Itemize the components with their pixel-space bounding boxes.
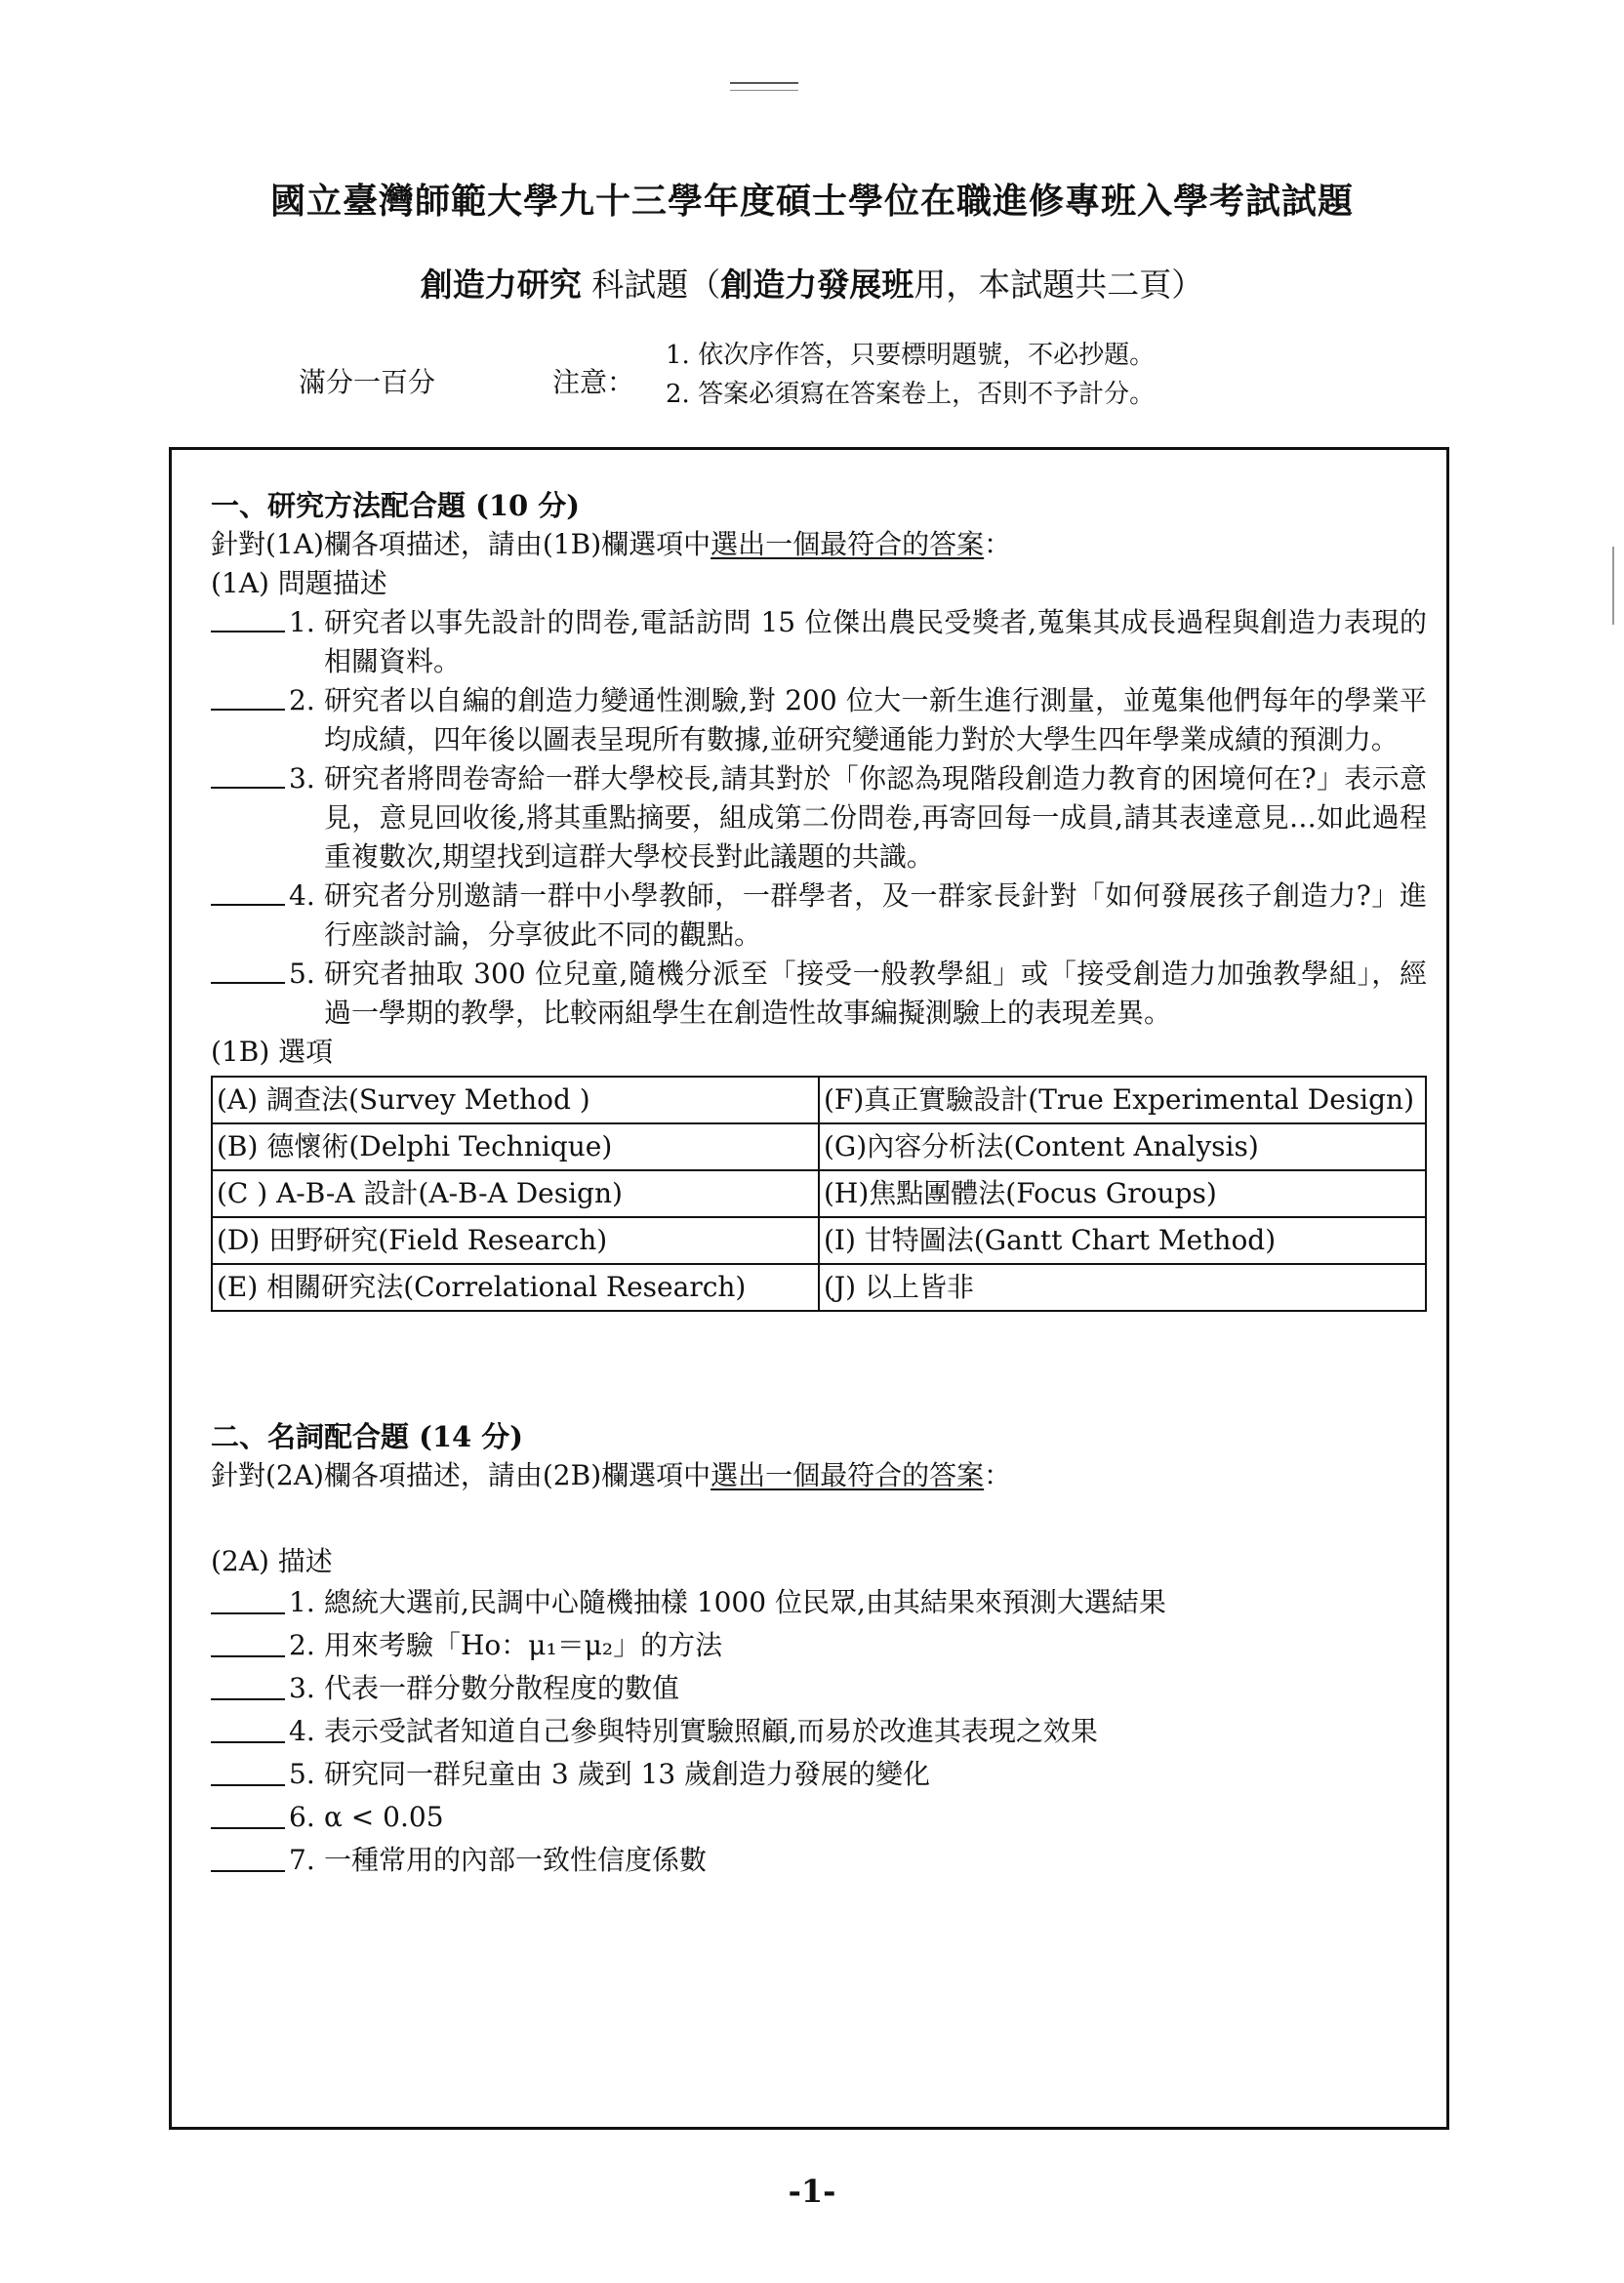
answer-blank[interactable] <box>211 1667 285 1700</box>
item-text: 表示受試者知道自己參與特別實驗照顧,而易於改進其表現之效果 <box>324 1715 1098 1747</box>
section1-item <box>211 877 1427 955</box>
section1-col-b-label: (1B) 選項 <box>211 1036 334 1068</box>
item-text: 研究者將問卷寄給一群大學校長,請其對於「你認為現階段創造力教育的困境何在?」表示意見，意見回收後,將其重點摘要，組成第二份問卷,再寄回每一成員,請其表達意見…如此過程重複數次,期望找到這群大學校長對此議題的共識。 <box>324 762 1427 873</box>
item-number: 2. <box>289 1629 315 1661</box>
section2-item <box>211 1581 1427 1624</box>
subtitle-mid: 科試題（ <box>581 265 721 304</box>
option-cell: (I) 甘特圖法(Gantt Chart Method) <box>819 1217 1426 1264</box>
item-number: 1. <box>289 1586 315 1618</box>
item-text: 研究者分別邀請一群中小學教師，一群學者，及一群家長針對「如何發展孩子創造力?」進行座談討論，分享彼此不同的觀點。 <box>324 879 1427 951</box>
option-cell: (A) 調查法(Survey Method ) <box>212 1077 819 1123</box>
section1-title: 一、研究方法配合題 (10 分) <box>211 489 580 522</box>
note-1: 1. 依次序作答，只要標明題號，不必抄題。 <box>666 341 1156 370</box>
option-cell: (E) 相關研究法(Correlational Research) <box>212 1264 819 1311</box>
item-number: 3. <box>289 1672 315 1704</box>
item-text: α < 0.05 <box>324 1801 444 1833</box>
item-text: 研究同一群兒童由 3 歲到 13 歲創造力發展的變化 <box>324 1758 931 1790</box>
instruction-prefix: 針對(2A)欄各項描述，請由(2B)欄選項中 <box>211 1459 711 1491</box>
section2-instruction <box>211 1456 1427 1495</box>
note-label: 注意： <box>552 366 635 398</box>
section1-instruction <box>211 525 1427 564</box>
item-number: 4. <box>289 1715 315 1747</box>
item-text: 研究者以事先設計的問卷,電話訪問 15 位傑出農民受獎者,蒐集其成長過程與創造力表現的相關資料。 <box>324 606 1427 677</box>
instruction-suffix: ： <box>984 528 1012 560</box>
answer-blank[interactable] <box>211 877 285 906</box>
item-number: 4. <box>289 879 315 912</box>
option-cell: (B) 德懷術(Delphi Technique) <box>212 1123 819 1170</box>
instruction-suffix: ： <box>984 1459 1012 1491</box>
answer-blank[interactable] <box>211 1796 285 1829</box>
exam-title: 國立臺灣師範大學九十三學年度碩士學位在職進修專班入學考試試題 <box>269 181 1354 222</box>
section2-item <box>211 1839 1427 1882</box>
item-text: 研究者抽取 300 位兒童,隨機分派至「接受一般教學組」或「接受創造力加強教學組」，經過一學期的教學，比較兩組學生在創造性故事編擬測驗上的表現差異。 <box>324 958 1427 1029</box>
answer-blank[interactable] <box>211 1839 285 1872</box>
section2-item <box>211 1667 1427 1710</box>
question-content <box>211 486 1427 1882</box>
option-cell: (J) 以上皆非 <box>819 1264 1426 1311</box>
item-text: 代表一群分數分散程度的數值 <box>324 1672 680 1704</box>
section2 <box>211 1417 1427 1882</box>
option-cell: (C ) A-B-A 設計(A-B-A Design) <box>212 1170 819 1217</box>
answer-blank[interactable] <box>211 1753 285 1786</box>
item-text: 總統大選前,民調中心隨機抽樣 1000 位民眾,由其結果來預測大選結果 <box>324 1586 1166 1618</box>
item-number: 3. <box>289 762 315 795</box>
answer-blank[interactable] <box>211 1710 285 1743</box>
section2-item <box>211 1710 1427 1753</box>
section2-item <box>211 1624 1427 1667</box>
answer-blank[interactable] <box>211 759 285 789</box>
table-row <box>212 1264 1426 1311</box>
table-row <box>212 1123 1426 1170</box>
option-cell: (D) 田野研究(Field Research) <box>212 1217 819 1264</box>
item-number: 2. <box>289 684 315 716</box>
section2-title: 二、名詞配合題 (14 分) <box>211 1420 523 1453</box>
top-mark <box>730 82 798 91</box>
answer-blank[interactable] <box>211 955 285 984</box>
table-row <box>212 1170 1426 1217</box>
notes <box>666 336 1155 414</box>
instruction-underlined: 選出一個最符合的答案 <box>710 1459 985 1491</box>
section1-item <box>211 603 1427 681</box>
item-number: 5. <box>289 958 315 990</box>
answer-blank[interactable] <box>211 603 285 632</box>
option-cell: (G)內容分析法(Content Analysis) <box>819 1123 1426 1170</box>
full-score: 滿分一百分 <box>299 366 436 398</box>
item-text: 一種常用的內部一致性信度係數 <box>324 1844 708 1876</box>
class-name: 創造力發展班 <box>720 265 914 304</box>
section2-col-a-label: (2A) 描述 <box>211 1545 333 1577</box>
section2-item <box>211 1753 1427 1796</box>
table-row <box>212 1077 1426 1123</box>
section1-item <box>211 955 1427 1033</box>
item-number: 1. <box>289 606 315 638</box>
item-number: 7. <box>289 1844 315 1876</box>
subtitle-end: 用，本試題共二頁） <box>914 265 1204 304</box>
item-text: 研究者以自編的創造力變通性測驗,對 200 位大一新生進行測量，並蒐集他們每年的學業平均成績，四年後以圖表呈現所有數據,並研究變通能力對於大學生四年學業成績的預測力。 <box>324 684 1427 755</box>
section1-col-a-label: (1A) 問題描述 <box>211 567 387 599</box>
item-number: 5. <box>289 1758 315 1790</box>
section1-item <box>211 681 1427 759</box>
answer-blank[interactable] <box>211 681 285 711</box>
page-number: -1- <box>788 2173 836 2210</box>
section2-item <box>211 1796 1427 1839</box>
option-cell: (F)真正實驗設計(True Experimental Design) <box>819 1077 1426 1123</box>
section1-item <box>211 759 1427 877</box>
item-text: 用來考驗「Ho：μ₁＝μ₂」的方法 <box>324 1629 723 1661</box>
subject-name: 創造力研究 <box>420 265 582 304</box>
option-cell: (H)焦點團體法(Focus Groups) <box>819 1170 1426 1217</box>
exam-subtitle <box>0 260 1624 306</box>
answer-blank[interactable] <box>211 1624 285 1657</box>
note-2: 2. 答案必須寫在答案卷上，否則不予計分。 <box>666 380 1156 409</box>
edge-mark <box>1612 547 1614 625</box>
answer-blank[interactable] <box>211 1581 285 1614</box>
instruction-underlined: 選出一個最符合的答案 <box>710 528 985 560</box>
options-table <box>211 1076 1427 1312</box>
table-row <box>212 1217 1426 1264</box>
item-number: 6. <box>289 1801 315 1833</box>
instruction-prefix: 針對(1A)欄各項描述，請由(1B)欄選項中 <box>211 528 711 560</box>
